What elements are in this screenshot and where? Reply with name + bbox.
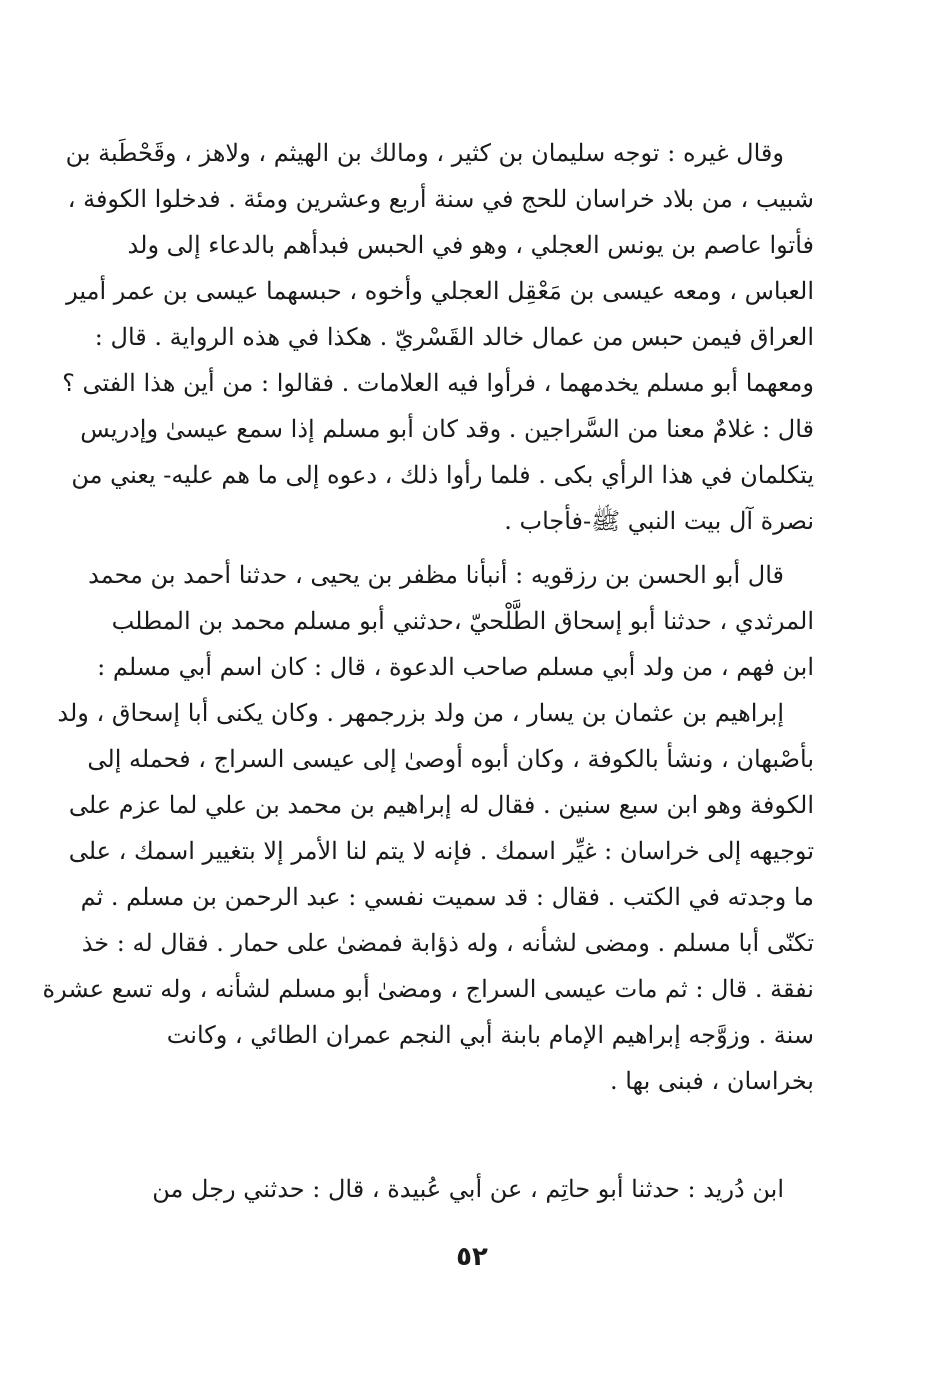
text-line: قال : غلامٌ معنا من السَّراجين . وقد كان أبو مسلم إذا سمع عيسىٰ وإدريس bbox=[80, 415, 814, 443]
text-line: نفقة . قال : ثم مات عيسى السراج ، ومضىٰ أبو مسلم لشأنه ، وله تسع عشرة bbox=[42, 975, 814, 1003]
text-line: تكنّى أبا مسلم . ومضى لشأنه ، وله ذؤابة فمضىٰ على حمار . فقال له : خذ bbox=[81, 929, 814, 957]
text-line: فأتوا عاصم بن يونس العجلي ، وهو في الحبس فبدأهم بالدعاء إلى ولد bbox=[127, 231, 814, 259]
text-line: العراق فيمن حبس من عمال خالد القَسْريّ . هكذا في هذه الرواية . قال : bbox=[94, 323, 814, 351]
text-line: ابن فهم ، من ولد أبي مسلم صاحب الدعوة ، قال : كان اسم أبي مسلم : bbox=[97, 653, 814, 681]
text-line: ومعهما أبو مسلم يخدمهما ، فرأوا فيه العلامات . فقالوا : من أين هذا الفتى ؟ bbox=[62, 369, 814, 397]
text-line: العباس ، ومعه عيسى بن مَعْقِل العجلي وأخوه ، حبسهما عيسى بن عمر أمير bbox=[66, 277, 814, 305]
text-line: يتكلمان في هذا الرأي بكى . فلما رأوا ذلك ، دعوه إلى ما هم عليه- يعني من bbox=[71, 461, 814, 489]
text-line: إبراهيم بن عثمان بن يسار ، من ولد بزرجمهر . وكان يكنى أبا إسحاق ، ولد bbox=[57, 699, 784, 727]
text-line: نصرة آل بيت النبي ﷺ-فأجاب . bbox=[504, 507, 814, 535]
paragraph-2 bbox=[42, 552, 814, 1104]
text-line: سنة . وزوَّجه إبراهيم الإمام بابنة أبي النجم عمران الطائي ، وكانت bbox=[166, 1021, 814, 1049]
text-line: شبيب ، من بلاد خراسان للحج في سنة أربع وعشرين ومئة . فدخلوا الكوفة ، bbox=[67, 185, 814, 213]
text-line: ما وجدته في الكتب . فقال : قد سميت نفسي : عبد الرحمن بن مسلم . ثم bbox=[80, 883, 814, 911]
paragraph-3 bbox=[142, 1166, 814, 1212]
text-line: قال أبو الحسن بن رزقويه : أنبأنا مظفر بن يحيى ، حدثنا أحمد بن محمد bbox=[88, 561, 784, 589]
paragraph-1 bbox=[62, 130, 814, 544]
text-line: المرثدي ، حدثنا أبو إسحاق الطَّلْحيّ ،حدثني أبو مسلم محمد بن المطلب bbox=[111, 607, 814, 635]
text-line: وقال غيره : توجه سليمان بن كثير ، ومالك بن الهيثم ، ولاهز ، وقَحْطَبة بن bbox=[65, 139, 784, 167]
text-line: بخراسان ، فبنى بها . bbox=[609, 1067, 814, 1095]
page-number: ٥٢ bbox=[456, 1242, 488, 1272]
text-line: ابن دُريد : حدثنا أبو حاتِم ، عن أبي عُبيدة ، قال : حدثني رجل من bbox=[152, 1175, 784, 1203]
text-line: الكوفة وهو ابن سبع سنين . فقال له إبراهيم بن محمد بن علي لما عزم على bbox=[68, 791, 814, 819]
text-line: توجيهه إلى خراسان : غيِّر اسمك . فإنه لا يتم لنا الأمر إلا بتغيير اسمك ، على bbox=[68, 837, 814, 865]
text-line: بأصْبهان ، ونشأ بالكوفة ، وكان أبوه أوصىٰ إلى عيسى السراج ، فحمله إلى bbox=[87, 745, 814, 773]
